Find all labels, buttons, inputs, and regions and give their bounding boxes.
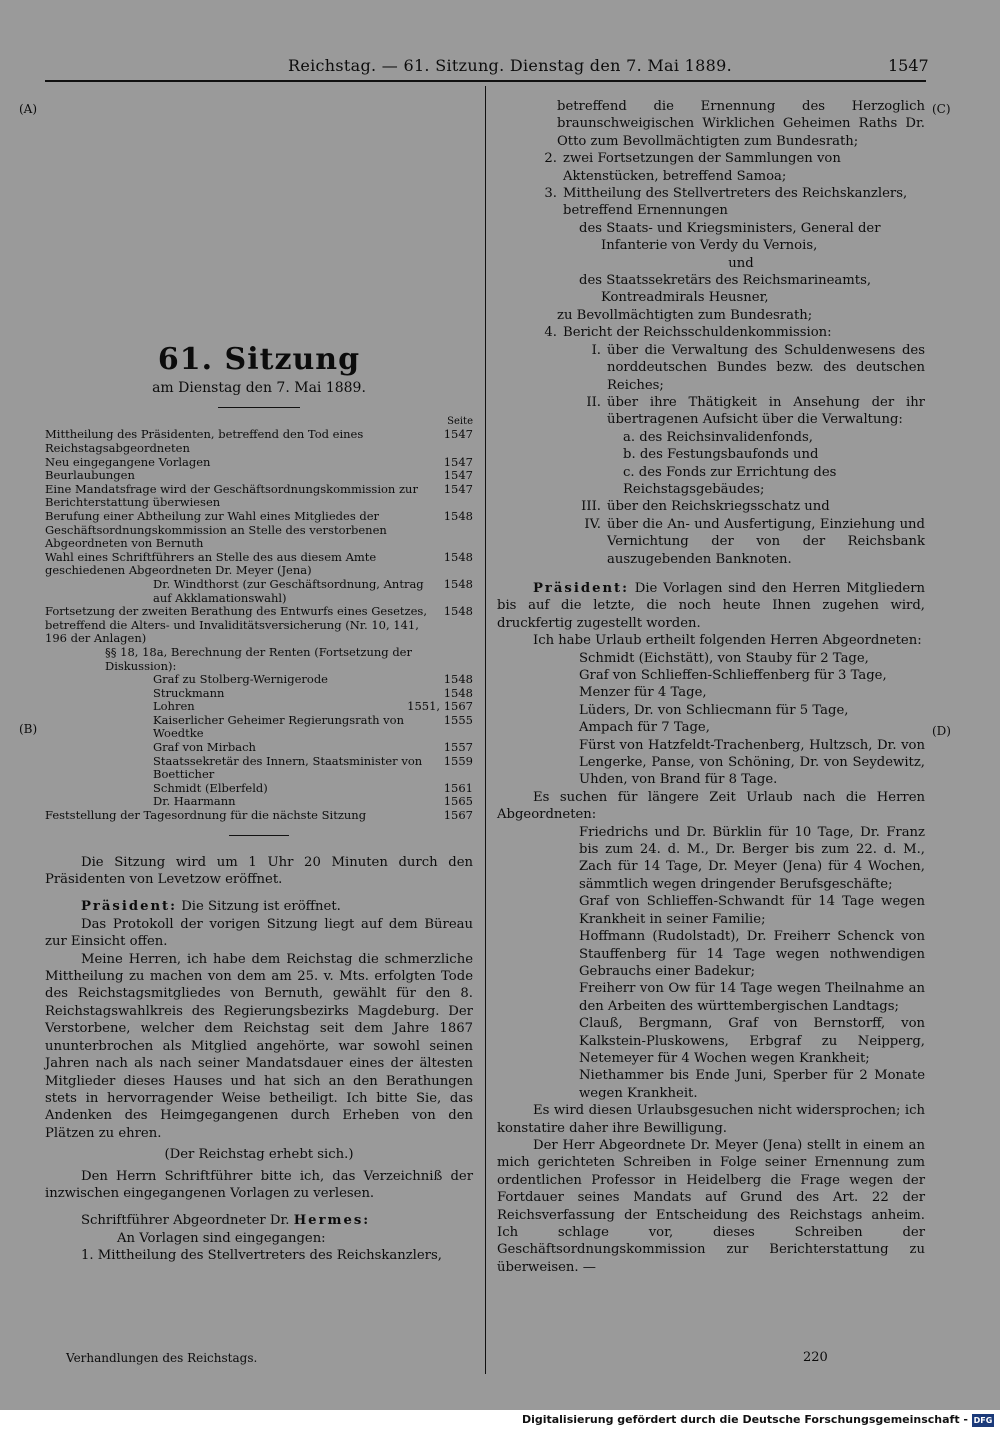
vorlage-item-3-end: zu Bevollmächtigten zum Bundesrath; bbox=[557, 307, 813, 323]
vorlage-item-4-II: II. über ihre Thätigkeit in Ansehung der ihr übertragenen Aufsicht über die Verwaltung: bbox=[586, 394, 925, 428]
toc-separator bbox=[229, 835, 289, 836]
vorlage-item-4-a: a. des Reichsinvalidenfonds, bbox=[623, 429, 813, 445]
title-separator bbox=[218, 407, 300, 408]
president-statement-2: Präsident: Die Vorlagen sind den Herren Mitgliedern bis auf die letzte, die noch heute Ihnen zugehen wird, druckfertig zugestellt worden. bbox=[497, 580, 925, 631]
laenger-item: Freiherr von Ow für 14 Tage wegen Theilnahme an den Arbeiten des württembergischen Landtags; bbox=[579, 981, 925, 1014]
footer-publication: Verhandlungen des Reichstags. bbox=[66, 1351, 258, 1365]
vorlage-item-3a: des Staats- und Kriegsministers, General der Infanterie von Verdy du Vernois, bbox=[579, 220, 881, 254]
president-statement: Präsident: Die Sitzung ist eröffnet. bbox=[81, 899, 341, 915]
toc-entry[interactable]: Berufung einer Abtheilung zur Wahl eines Mitgliedes der Geschäftsordnungskommission an Stelle des verstorbenen Abgeordneten von Bernuth 1548 bbox=[45, 508, 473, 551]
toc-seite-label: Seite bbox=[447, 416, 473, 428]
session-subtitle: am Dienstag den 7. Mai 1889. bbox=[152, 380, 366, 396]
vorlage-item-3b: des Staatssekretärs des Reichsmarineamts, Kontreadmirals Heusner, bbox=[579, 273, 872, 306]
obituary-speech: Meine Herren, ich habe dem Reichstag die schmerzliche Mittheilung zu machen von dem am 25. v. Mts. erfolgten Tode des Reichstagsmitgliedes von Bernuth, gewählt für den 8. Reichstagswahlkreis des Regierungsbezirks Magdeburg. Der Verstorbene, welcher dem Reichstag seit dem Jahre 1867 ununterbrochen als Mitglied angehörte, war sowohl seinen Jahren nach als nach seiner Mandatsdauer eines der ältesten Mitglieder dieses Hauses und hat sich an den Berathungen stets in hervorragender Weise betheiligt. Ich bitte Sie, das Andenken des Heimgegangenen durch Erheben von den Plätzen zu ehren. bbox=[45, 951, 473, 1141]
toc-entry[interactable]: Schmidt (Elberfeld) 1561 bbox=[153, 780, 473, 795]
laenger-item: Clauß, Bergmann, Graf von Bernstorff, von Kalkstein-Pluskowens, Erbgraf zu Neipperg, Netemeyer für 4 Wochen wegen Krankheit; bbox=[579, 1016, 925, 1066]
margin-mark-d: (D) bbox=[932, 724, 951, 738]
margin-mark-a: (A) bbox=[19, 102, 38, 116]
vorlagen-intro: An Vorlagen sind eingegangen: bbox=[117, 1230, 326, 1246]
urlaub-item: Menzer für 4 Tage, bbox=[579, 685, 707, 701]
toc-entry[interactable]: Neu eingegangene Vorlagen 1547 bbox=[45, 454, 473, 469]
speaker-label: Präsident: bbox=[533, 580, 630, 596]
vorlage-item-4-IV: IV. über die An- und Ausfertigung, Einziehung und Vernichtung der von der Reichsbank auszugebenden Banknoten. bbox=[584, 516, 925, 567]
vorlage-item-4-I: I. über die Verwaltung des Schuldenwesens des norddeutschen Bundes bezw. des deutschen Reiches; bbox=[591, 342, 925, 393]
page-number: 1547 bbox=[888, 56, 929, 75]
running-header bbox=[0, 56, 1000, 80]
urlaub-item: Fürst von Hatzfeldt-Trachenberg, Hultzsch, Dr. von Lengerke, Panse, von Schöning, Dr. von Seydewitz, Uhden, von Brand für 8 Tage. bbox=[579, 737, 925, 788]
margin-mark-b: (B) bbox=[19, 722, 38, 736]
toc-entry[interactable]: Graf zu Stolberg-Wernigerode 1548 bbox=[153, 672, 473, 687]
no-objection-paragraph: Es wird diesen Urlaubsgesuchen nicht widersprochen; ich konstatire daher ihre Bewilligung. bbox=[497, 1103, 925, 1136]
urlaub-item: Ampach für 7 Tage, bbox=[579, 720, 710, 736]
protokoll-paragraph: Das Protokoll der vorigen Sitzung liegt auf dem Büreau zur Einsicht offen. bbox=[45, 916, 473, 950]
toc-entry[interactable]: Staatssekretär des Innern, Staatsminister von Boetticher 1559 bbox=[153, 753, 473, 782]
opening-paragraph: Die Sitzung wird um 1 Uhr 20 Minuten durch den Präsidenten von Levetzow eröffnet. bbox=[45, 854, 473, 888]
toc-entry[interactable]: Kaiserlicher Geheimer Regierungsrath von Woedtke 1555 bbox=[153, 712, 473, 741]
secretary-statement: Schriftführer Abgeordneter Dr. Hermes: bbox=[81, 1213, 371, 1229]
laenger-item: Friedrichs und Dr. Bürklin für 10 Tage, Dr. Franz bis zum 24. d. M., Dr. Berger bis zum 22. d. M., Zach für 14 Tage, Dr. Meyer (Jena) für 4 Wochen, sämmtlich wegen dringender Berufsgeschäfte; bbox=[579, 824, 925, 892]
toc-entry[interactable]: Lohren 1551, 1567 bbox=[153, 699, 473, 714]
meyer-paragraph: Der Herr Abgeordnete Dr. Meyer (Jena) stellt in einem an mich gerichteten Schreiben in Folge seiner Ernennung zum ordentlichen Professor in Heidelberg die Frage wegen der Fortdauer seines Mandats auf Grund des Art. 22 der Reichsverfassung der Entscheidung des Reichstags anheim. Ich schlage vor, dieses Schreiben der Geschäftsordnungskommission zur Berichterstattung zu überweisen. — bbox=[497, 1137, 925, 1275]
toc-entry[interactable]: Wahl eines Schriftführers an Stelle des aus diesem Amte geschiedenen Abgeordneten Dr. Meyer (Jena) 1548 bbox=[45, 549, 473, 578]
toc-entry[interactable]: Beurlaubungen 1547 bbox=[45, 468, 473, 483]
running-header-title: Reichstag. — 61. Sitzung. Dienstag den 7. Mai 1889. bbox=[288, 56, 732, 75]
toc-entry[interactable]: Eine Mandatsfrage wird der Geschäftsordnungskommission zur Berichterstattung überwiesen 1547 bbox=[45, 481, 473, 510]
vorlage-item-4-III: III. über den Reichskriegsschatz und bbox=[581, 499, 830, 515]
laenger-intro: Es suchen für längere Zeit Urlaub nach die Herren Abgeordneten: bbox=[497, 789, 925, 823]
toc-entry[interactable]: Dr. Haarmann 1565 bbox=[153, 794, 473, 809]
toc-entry[interactable]: Dr. Windthorst (zur Geschäftsordnung, Antrag auf Akklamationswahl) 1548 bbox=[153, 576, 473, 605]
urlaub-item: Lüders, Dr. von Schliecmann für 5 Tage, bbox=[579, 702, 849, 718]
stage-direction: (Der Reichstag erhebt sich.) bbox=[164, 1147, 354, 1163]
toc-entry[interactable]: Fortsetzung der zweiten Berathung des Entwurfs eines Gesetzes, betreffend die Alters- und Invaliditätsversicherung (Nr. 10, 141, 196 der Anlagen) 1548 bbox=[45, 604, 473, 646]
right-column bbox=[497, 98, 925, 1276]
toc-entry[interactable]: §§ 18, 18a, Berechnung der Renten (Fortsetzung der Diskussion): bbox=[105, 644, 412, 673]
left-column bbox=[45, 342, 473, 1265]
laenger-item: Graf von Schlieffen-Schwandt für 14 Tage wegen Krankheit in seiner Familie; bbox=[579, 894, 925, 927]
vorlage-item-3-und: und bbox=[728, 255, 754, 271]
vorlage-item-4-c: c. des Fonds zur Errichtung des Reichstagsgebäudes; bbox=[623, 464, 837, 497]
credit-bar bbox=[0, 1410, 1000, 1432]
speaker-label: Präsident: bbox=[81, 899, 178, 915]
toc-entry[interactable]: Struckmann 1548 bbox=[153, 685, 473, 700]
speaker-name: Hermes: bbox=[293, 1213, 371, 1229]
toc-entry[interactable]: Feststellung der Tagesordnung für die nächste Sitzung 1567 bbox=[45, 808, 473, 823]
vorlage-item-2: 2. zwei Fortsetzungen der Sammlungen von Aktenstücken, betreffend Samoa; bbox=[544, 151, 841, 184]
laenger-item: Niethammer bis Ende Juni, Sperber für 2 Monate wegen Krankheit. bbox=[579, 1068, 925, 1101]
vorlage-item-1: 1. Mittheilung des Stellvertreters des Reichskanzlers, bbox=[81, 1248, 442, 1264]
request-paragraph: Den Herrn Schriftführer bitte ich, das Verzeichniß der inzwischen eingegangenen Vorlagen zu verlesen. bbox=[45, 1168, 473, 1201]
column-divider bbox=[485, 86, 486, 1374]
vorlage-item-4: 4. Bericht der Reichsschuldenkommission: bbox=[544, 325, 832, 341]
urlaub-item: Schmidt (Eichstätt), von Stauby für 2 Tage, bbox=[579, 650, 869, 666]
vorlage-item-3: 3. Mittheilung des Stellvertreters des Reichskanzlers, betreffend Ernennungen bbox=[544, 186, 908, 219]
header-rule bbox=[45, 80, 926, 82]
table-of-contents bbox=[45, 428, 473, 822]
vorlage-item-4-b: b. des Festungsbaufonds und bbox=[623, 447, 819, 463]
footer-sheet-number: 220 bbox=[803, 1350, 828, 1365]
toc-entry[interactable]: Graf von Mirbach 1557 bbox=[153, 740, 473, 755]
session-title: 61. Sitzung bbox=[157, 342, 361, 377]
vorlage-item-1-cont: betreffend die Ernennung des Herzoglich braunschweigischen Wirklichen Geheimen Raths Dr. Otto zum Bevollmächtigten zum Bundesrath; bbox=[557, 99, 925, 149]
urlaub-item: Graf von Schlieffen-Schlieffenberg für 3 Tage, bbox=[579, 668, 887, 683]
urlaub-intro: Ich habe Urlaub ertheilt folgenden Herren Abgeordneten: bbox=[533, 633, 922, 649]
laenger-item: Hoffmann (Rudolstadt), Dr. Freiherr Schenck von Stauffenberg für 14 Tage wegen nothwendigen Gebrauchs einer Badekur; bbox=[579, 929, 925, 979]
credit-text: Digitalisierung gefördert durch die Deutsche Forschungsgemeinschaft - bbox=[521, 1413, 968, 1426]
margin-mark-c: (C) bbox=[932, 102, 951, 116]
toc-entry[interactable]: Mittheilung des Präsidenten, betreffend den Tod eines Reichstagsabgeordneten 1547 bbox=[45, 427, 473, 455]
dfg-logo-icon[interactable]: DFG bbox=[973, 1416, 993, 1425]
